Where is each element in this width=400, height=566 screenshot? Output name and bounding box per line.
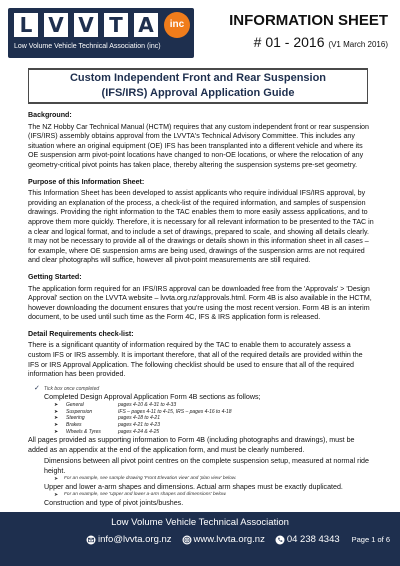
web-icon	[182, 535, 192, 545]
section-pages: pages 4-18 to 4-21	[118, 415, 160, 422]
checklist-item-appendix: All pages provided as supporting information to Form 4B (including photographs and drawings), must be added as an appendix at the end of the application form, and must be clearly numbered.	[28, 436, 355, 454]
sheet-version: (V1 March 2016)	[328, 40, 388, 49]
section-name: Steering	[66, 415, 85, 422]
logo-letter: V	[72, 11, 100, 39]
background-paragraph: The NZ Hobby Car Technical Manual (HCTM) requires that any custom independent front or rear suspension (IFS/IRS) assembly obtains approval from the LVVTA's Technical Advisory Committee. This includes any situation where an original equipment (OE) IFS has been transplanted into a different vehicle and where its OE suspension arm pivot-point locations have changed to non-OE locations, or where the relocation of any geometry-critical pivot points has taken place, thereby altering the suspension systems pre-set geometry.	[28, 122, 369, 169]
page-number: Page 1 of 6	[351, 535, 390, 544]
list-item	[54, 409, 374, 416]
email-address: info@lvvta.org.nz	[98, 534, 172, 545]
detail-requirements-heading: Detail Requirements check-list:	[28, 329, 134, 338]
section-name: Suspension	[66, 408, 93, 415]
purpose-paragraph: This Information Sheet has been developed to assist applicants who require individual IFS/IRS approval, by providing an explanation of the process, a check-list of the required information, and samples of suspension drawings. Providing the right information to the TAC enables them to more easily assess applications, and to approve them more quickly. Therefore, it is necessary for all relevant information to be presented to the TAC in a clear and logical format, and to include a set of drawings, prepared to scale, and showing all details clearly. It may not be necessary to provide all of the drawings or details shown in this information sheet in all cases – for example, where OE suspension arms are being used, drawings of the suspension arms are not required and clear photographs will suffice, however all pivot-point measurements are still required.	[28, 189, 374, 265]
checklist-item-pivot-joints: Construction and type of pivot joints/bushes.	[44, 498, 184, 507]
dimensions-example	[54, 476, 374, 483]
email-icon	[86, 535, 96, 545]
checklist-item-form-4b: Completed Design Approval Application Form 4B sections as follows;	[44, 392, 261, 401]
email-contact[interactable]	[86, 534, 172, 545]
section-name: Wheels & Tyres	[66, 428, 101, 435]
section-pages: pages 4-10 & 4-31 to 4-33	[118, 402, 177, 409]
purpose-heading: Purpose of this Information Sheet:	[28, 177, 145, 186]
logo-letter: L	[12, 11, 40, 39]
web-contact[interactable]	[182, 534, 265, 545]
arrow-bullet-icon: ➤	[54, 402, 59, 409]
document-body	[28, 111, 374, 508]
logo-letter: A	[132, 11, 160, 39]
tick-note: Tick box once completed	[43, 385, 100, 392]
website-address: www.lvvta.org.nz	[193, 534, 265, 545]
list-item	[54, 429, 374, 436]
logo-letters	[12, 11, 160, 41]
section-pages: pages 4-24 & 4-25	[118, 428, 160, 435]
tick-note-row	[34, 385, 374, 393]
arm-shapes-example-text: For an example, see 'Upper and lower a-arm shapes and dimensions' below.	[64, 492, 227, 498]
arrow-bullet-icon: ➤	[54, 408, 59, 415]
phone-number: 04 238 4343	[286, 534, 340, 545]
document-title-box	[28, 68, 368, 104]
info-sheet-title: INFORMATION SHEET	[229, 12, 388, 29]
lvvta-logo	[8, 8, 194, 58]
arrow-bullet-icon: ➤	[54, 415, 59, 422]
footer-title: Low Volume Vehicle Technical Association	[111, 517, 289, 528]
document-title-line-2: (IFS/IRS) Approval Application Guide	[101, 87, 295, 99]
arrow-bullet-icon: ➤	[54, 428, 59, 435]
form-4b-sections	[54, 402, 374, 435]
logo-tagline: Low Volume Vehicle Technical Association (inc)	[14, 43, 161, 50]
logo-letter: V	[42, 11, 70, 39]
getting-started-paragraph: The application form required for an IFS/IRS approval can be downloaded free from the 'Approvals' > 'Design Approval' section on the LVVTA website – lvvta.org.nz/approvals.html. Form 4B is also available in the HCTM, however downloading the document ensures that you're using the most recent version. Form 4B is an interim document, to be used until such time as the Form 4C, IFS & IRS application form is released.	[28, 284, 372, 322]
section-name: Brakes	[66, 422, 82, 429]
section-name: General	[66, 402, 84, 409]
list-item	[54, 402, 374, 409]
page-footer	[0, 512, 400, 566]
footer-contacts	[86, 534, 340, 545]
list-item	[54, 422, 374, 429]
info-sheet-number	[254, 34, 388, 50]
requirements-checklist	[28, 385, 374, 508]
background-heading: Background:	[28, 111, 72, 119]
page-header	[0, 0, 400, 64]
arrow-bullet-icon: ➤	[54, 422, 59, 429]
arm-shapes-example	[54, 492, 374, 499]
dimensions-example-text: For an example, see sample drawing 'Front Elevation view' and 'plan view' below.	[64, 476, 237, 482]
logo-inc-badge: inc	[164, 12, 190, 38]
checklist-item-arm-shapes: Upper and lower a-arm shapes and dimensions. Actual arm shapes must be exactly duplicated.	[44, 482, 343, 491]
list-item	[54, 415, 374, 422]
logo-letter: T	[102, 11, 130, 39]
phone-contact[interactable]	[275, 534, 340, 545]
arrow-bullet-icon: ➤	[54, 492, 59, 499]
detail-requirements-paragraph: There is a significant quantity of information required by the TAC to enable them to accurately assess a custom IFS or IRS assembly. It is important therefore, that all of the required details are provided within the IFS or IRS Approval Application. The following checklist should be used to ensure that all of the required information has been provided.	[28, 341, 363, 379]
checklist-item-dimensions: Dimensions between all pivot point centres on the complete suspension setup, measured at normal ride height.	[44, 457, 369, 475]
document-title-line-1: Custom Independent Front and Rear Suspension	[69, 72, 327, 84]
tick-icon: ✓	[34, 384, 40, 392]
sheet-number: # 01 - 2016	[253, 34, 325, 50]
getting-started-heading: Getting Started:	[28, 272, 82, 281]
section-pages: IFS – pages 4-11 to 4-15, IRS – pages 4-16 to 4-18	[118, 408, 232, 415]
arrow-bullet-icon: ➤	[54, 476, 59, 483]
section-pages: pages 4-21 to 4-23	[118, 422, 160, 429]
phone-icon	[275, 535, 285, 545]
